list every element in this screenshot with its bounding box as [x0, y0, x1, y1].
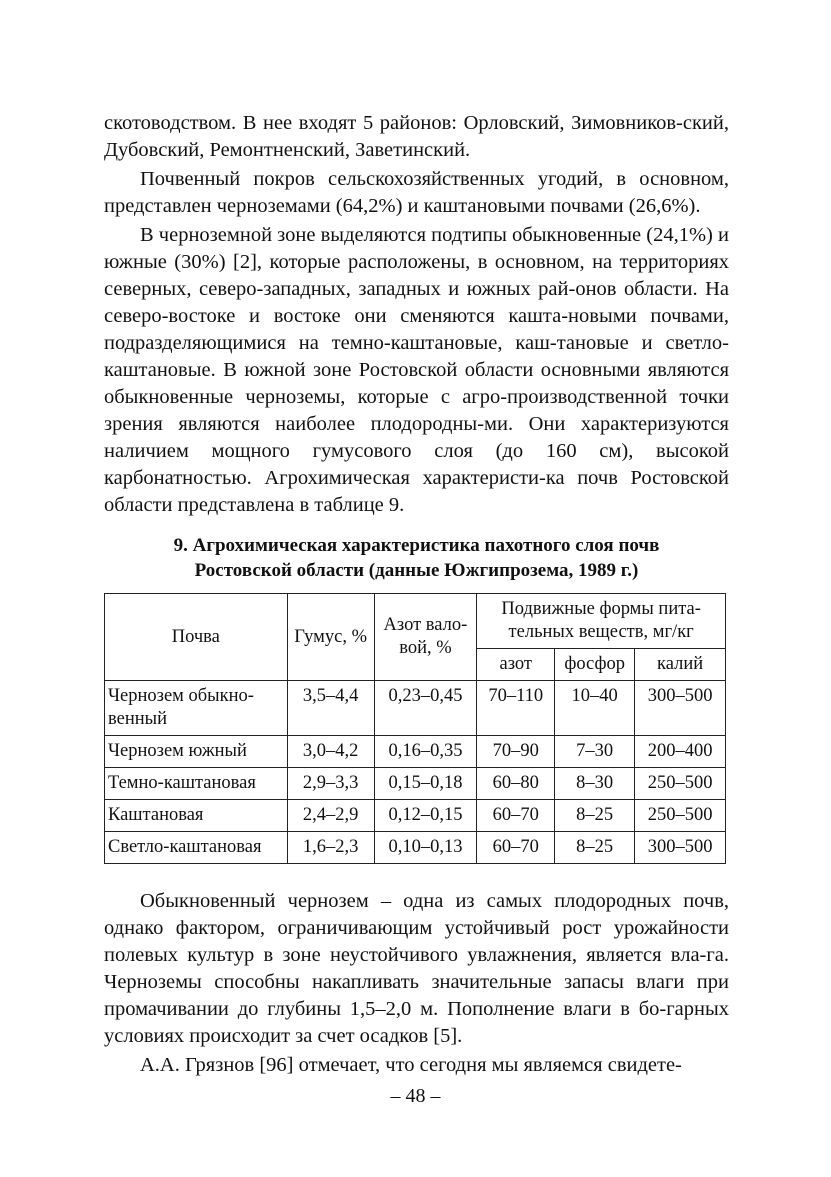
- cell-nitrogen-total: 0,23–0,45: [374, 681, 477, 736]
- table-caption-line: Ростовской области (данные Южгипрозема, 1989 г.): [194, 560, 639, 581]
- agrochemical-table: [104, 593, 726, 864]
- cell-potassium: 300–500: [635, 832, 726, 864]
- cell-potassium: 250–500: [635, 800, 726, 832]
- cell-nitrogen-total: 0,16–0,35: [374, 736, 477, 768]
- cell-potassium: 200–400: [635, 736, 726, 768]
- cell-humus: 3,5–4,4: [287, 681, 374, 736]
- table-row: [105, 800, 726, 832]
- cell-nitrogen: 60–80: [477, 768, 555, 800]
- cell-humus: 2,9–3,3: [287, 768, 374, 800]
- cell-nitrogen-total: 0,10–0,13: [374, 832, 477, 864]
- cell-nitrogen: 70–90: [477, 736, 555, 768]
- header-nitrogen-total: Азот вало-вой, %: [374, 594, 477, 681]
- cell-humus: 3,0–4,2: [287, 736, 374, 768]
- header-phosphorus: фосфор: [555, 649, 635, 681]
- paragraph: скотоводством. В нее входят 5 районов: Орловский, Зимовников-ский, Дубовский, Ремонтненский, Заветинский.: [104, 112, 729, 161]
- cell-nitrogen-total: 0,12–0,15: [374, 800, 477, 832]
- table-row: [105, 736, 726, 768]
- cell-soil: Чернозем южный: [105, 736, 288, 768]
- cell-humus: 1,6–2,3: [287, 832, 374, 864]
- cell-nitrogen: 60–70: [477, 832, 555, 864]
- paragraph: Почвенный покров сельскохозяйственных угодий, в основном, представлен черноземами (64,2%) и каштановыми почвами (26,6%).: [104, 168, 729, 217]
- cell-phosphorus: 8–25: [555, 832, 635, 864]
- table-header-row: [105, 594, 726, 649]
- table-row: [105, 681, 726, 736]
- paragraph: А.А. Грязнов [96] отмечает, что сегодня мы являемся свидете-: [140, 1054, 682, 1076]
- cell-potassium: 300–500: [635, 681, 726, 736]
- cell-phosphorus: 7–30: [555, 736, 635, 768]
- table-row: [105, 832, 726, 864]
- header-nitrogen: азот: [477, 649, 555, 681]
- page-number: – 48 –: [390, 1085, 441, 1107]
- cell-phosphorus: 10–40: [555, 681, 635, 736]
- page-body: [104, 110, 729, 1079]
- header-potassium: калий: [635, 649, 726, 681]
- cell-phosphorus: 8–30: [555, 768, 635, 800]
- table-row: [105, 768, 726, 800]
- table-caption-line: 9. Агрохимическая характеристика пахотного слоя почв: [173, 535, 660, 556]
- header-soil: Почва: [105, 594, 288, 681]
- header-mobile-forms: Подвижные формы пита-тельных веществ, мг/кг: [477, 594, 726, 649]
- header-humus: Гумус, %: [287, 594, 374, 681]
- cell-soil: Темно-каштановая: [105, 768, 288, 800]
- cell-nitrogen: 70–110: [477, 681, 555, 736]
- table-caption: [104, 533, 729, 583]
- cell-phosphorus: 8–25: [555, 800, 635, 832]
- cell-potassium: 250–500: [635, 768, 726, 800]
- cell-nitrogen: 60–70: [477, 800, 555, 832]
- cell-soil: Каштановая: [105, 800, 288, 832]
- cell-soil: Чернозем обыкно-венный: [105, 681, 288, 736]
- cell-nitrogen-total: 0,15–0,18: [374, 768, 477, 800]
- cell-humus: 2,4–2,9: [287, 800, 374, 832]
- cell-soil: Светло-каштановая: [105, 832, 288, 864]
- paragraph: Обыкновенный чернозем – одна из самых плодородных почв, однако фактором, ограничивающим устойчивый рост урожайности полевых культур в зоне неустойчивого увлажнения, является вла-га. Черноземы способны накапливать значительные запасы влаги при промачивании до глубины 1,5–2,0 м. Пополнение влаги в бо-гарных условиях происходит за счет осадков [5].: [104, 890, 729, 1047]
- paragraph: В черноземной зоне выделяются подтипы обыкновенные (24,1%) и южные (30%) [2], которые расположены, в основном, на территориях северных, северо-западных, западных и южных рай-онов области. На северо-востоке и востоке они сменяются кашта-новыми почвами, подразделяющимися на темно-каштановые, каш-тановые и светло-каштановые. В южной зоне Ростовской области основными являются обыкновенные черноземы, которые с агро-производственной точки зрения являются наиболее плодородны-ми. Они характеризуются наличием мощного гумусового слоя (до 160 см), высокой карбонатностью. Агрохимическая характеристи-ка почв Ростовской области представлена в таблице 9.: [104, 224, 729, 516]
